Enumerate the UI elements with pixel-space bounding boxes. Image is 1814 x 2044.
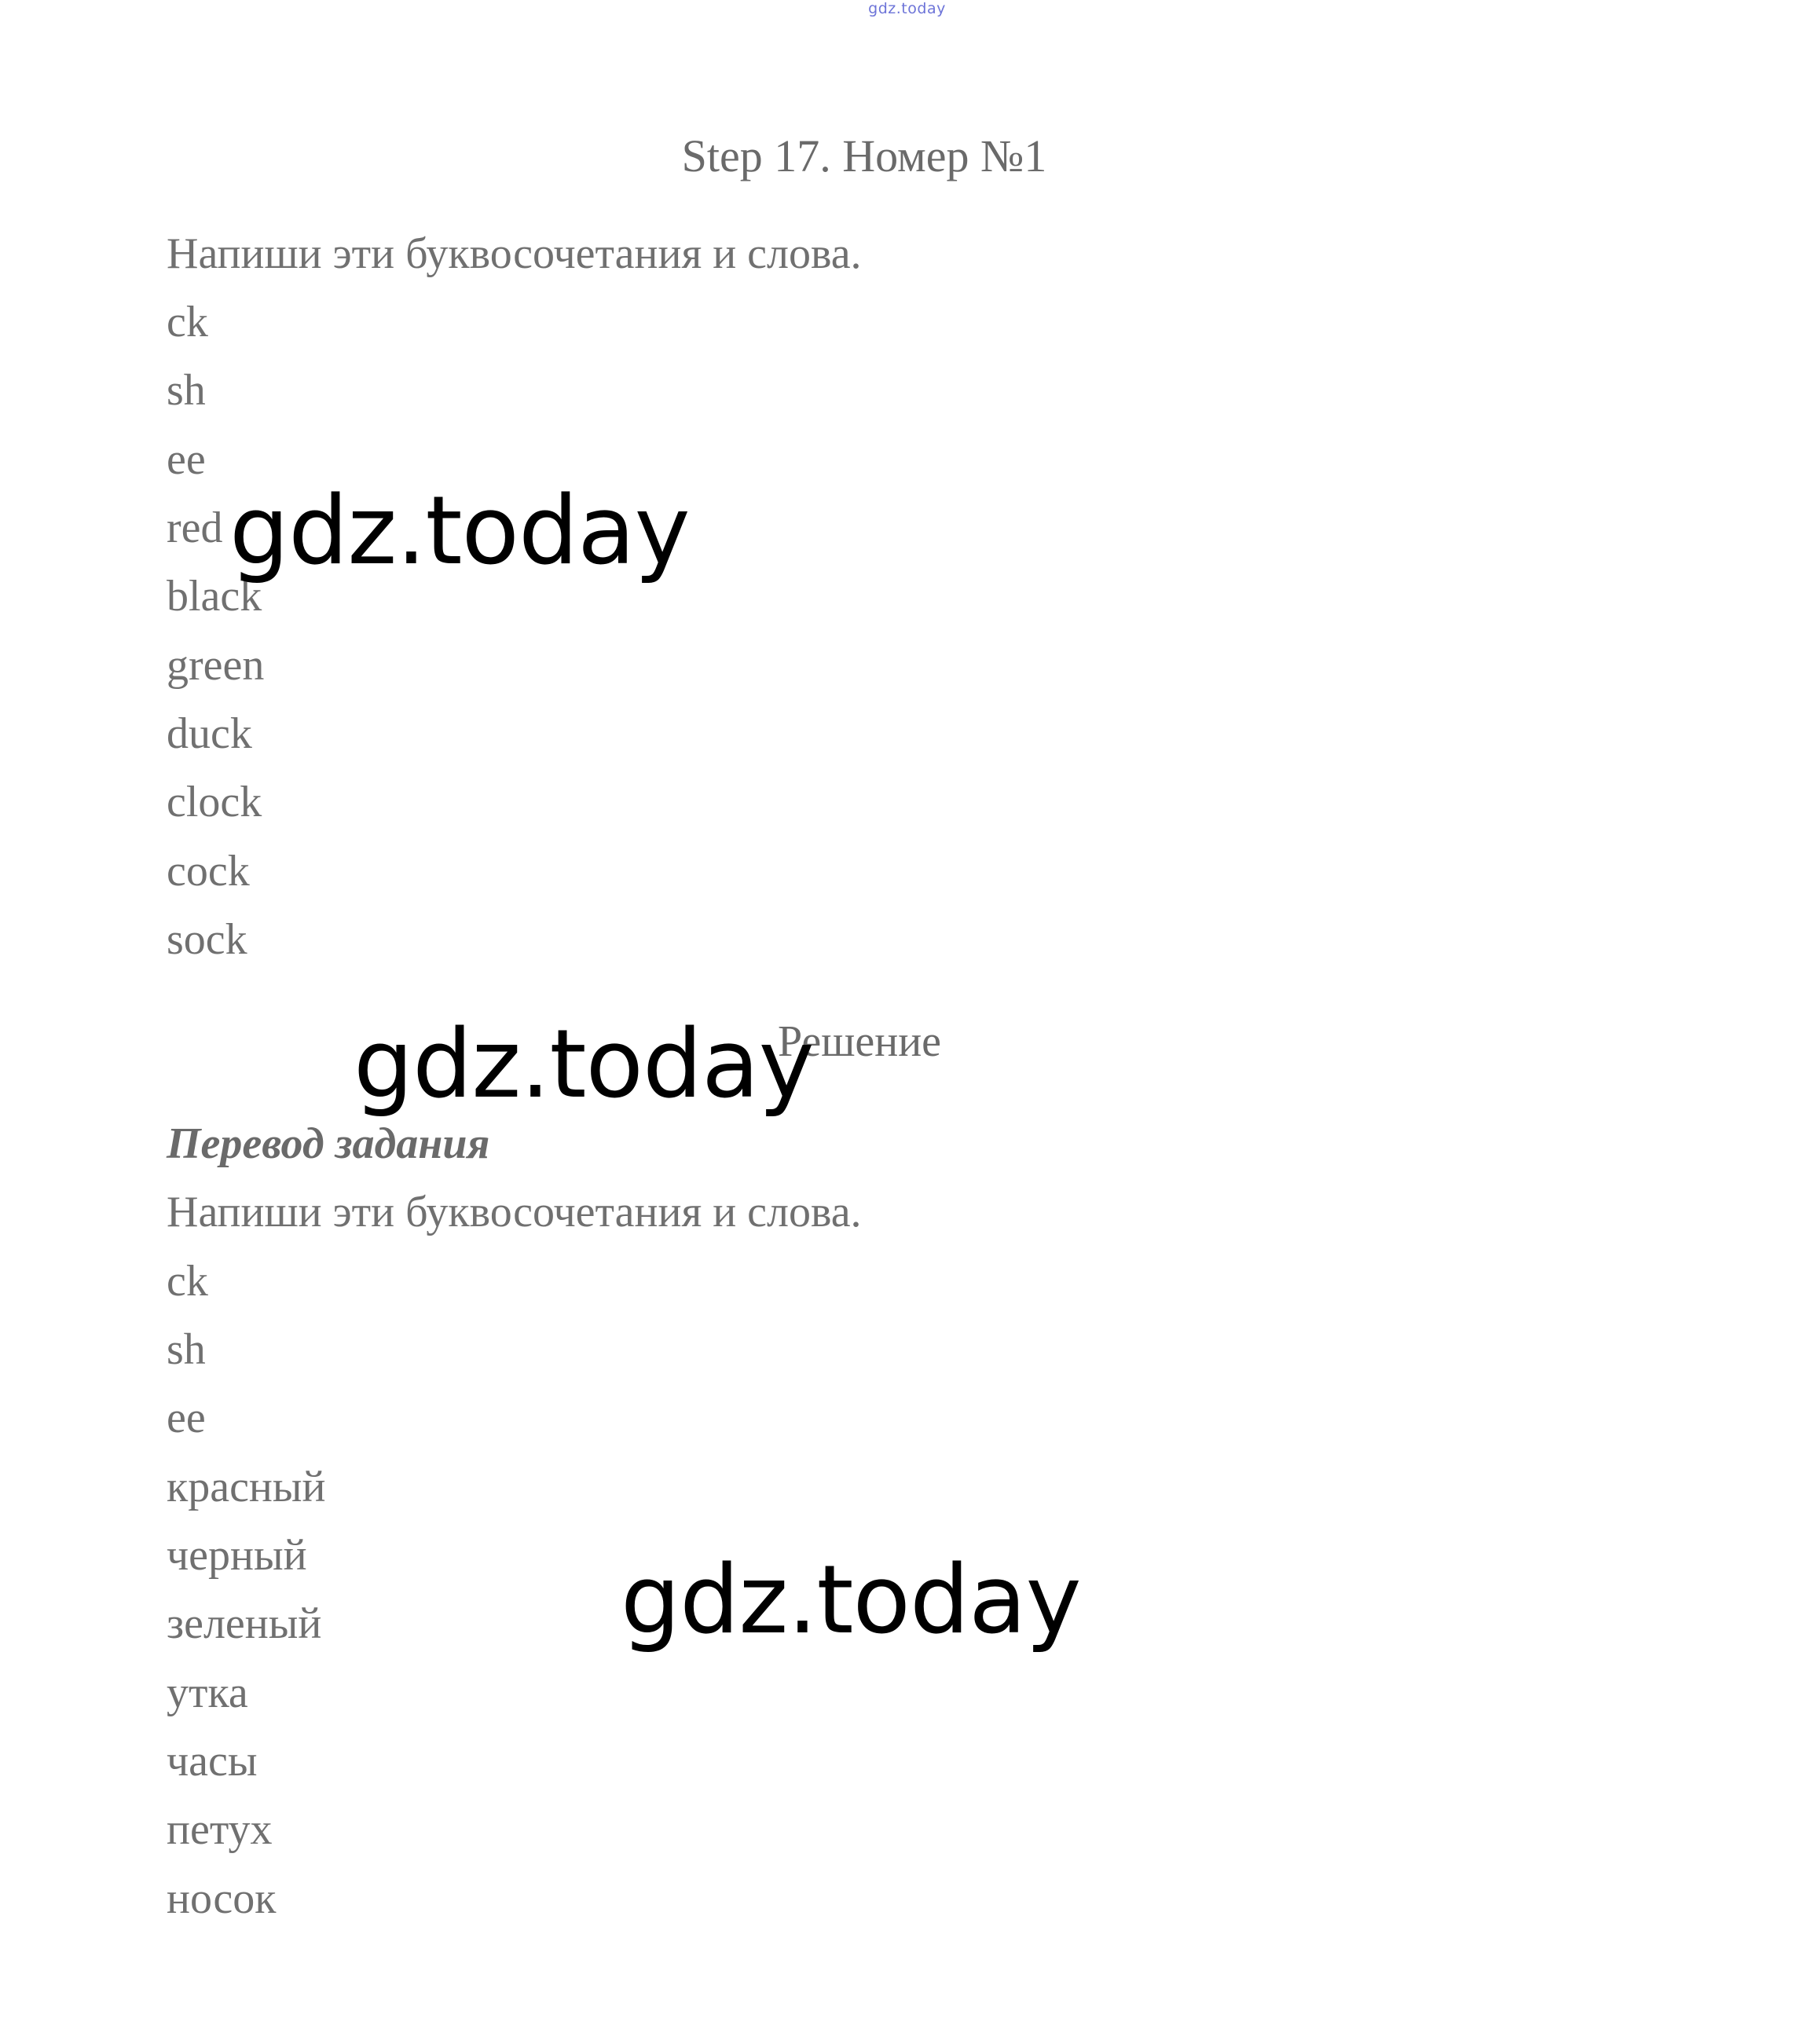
task-item: sh [167,366,206,415]
task-instruction: Напиши эти буквосочетания и слова. [167,229,862,278]
task-item: ee [167,435,206,484]
watermark-logo: gdz.today [229,477,690,586]
translation-item: sh [167,1325,206,1374]
task-item: cock [167,847,250,896]
translation-item: ck [167,1257,208,1306]
translation-item: зеленый [167,1599,322,1648]
translation-item: часы [167,1737,258,1786]
task-item: green [167,641,265,690]
task-item: duck [167,709,252,758]
translation-item: ee [167,1394,206,1442]
solution-heading: Решение [778,1017,942,1066]
task-item: ck [167,298,208,346]
task-item: black [167,572,262,621]
translation-item: красный [167,1463,326,1511]
task-item: sock [167,915,247,964]
task-item: clock [167,778,262,826]
watermark-logo: gdz.today [621,1546,1081,1655]
translation-item: носок [167,1874,277,1923]
translation-heading: Перевод задания [167,1119,490,1168]
translation-item: петух [167,1805,273,1854]
page-title: Step 17. Номер №1 [681,130,1047,181]
task-item: red [167,504,223,552]
translation-instruction: Напиши эти буквосочетания и слова. [167,1188,862,1236]
top-watermark: gdz.today [868,0,946,17]
watermark-logo: gdz.today [354,1010,814,1119]
translation-item: черный [167,1531,307,1580]
translation-item: утка [167,1669,248,1717]
